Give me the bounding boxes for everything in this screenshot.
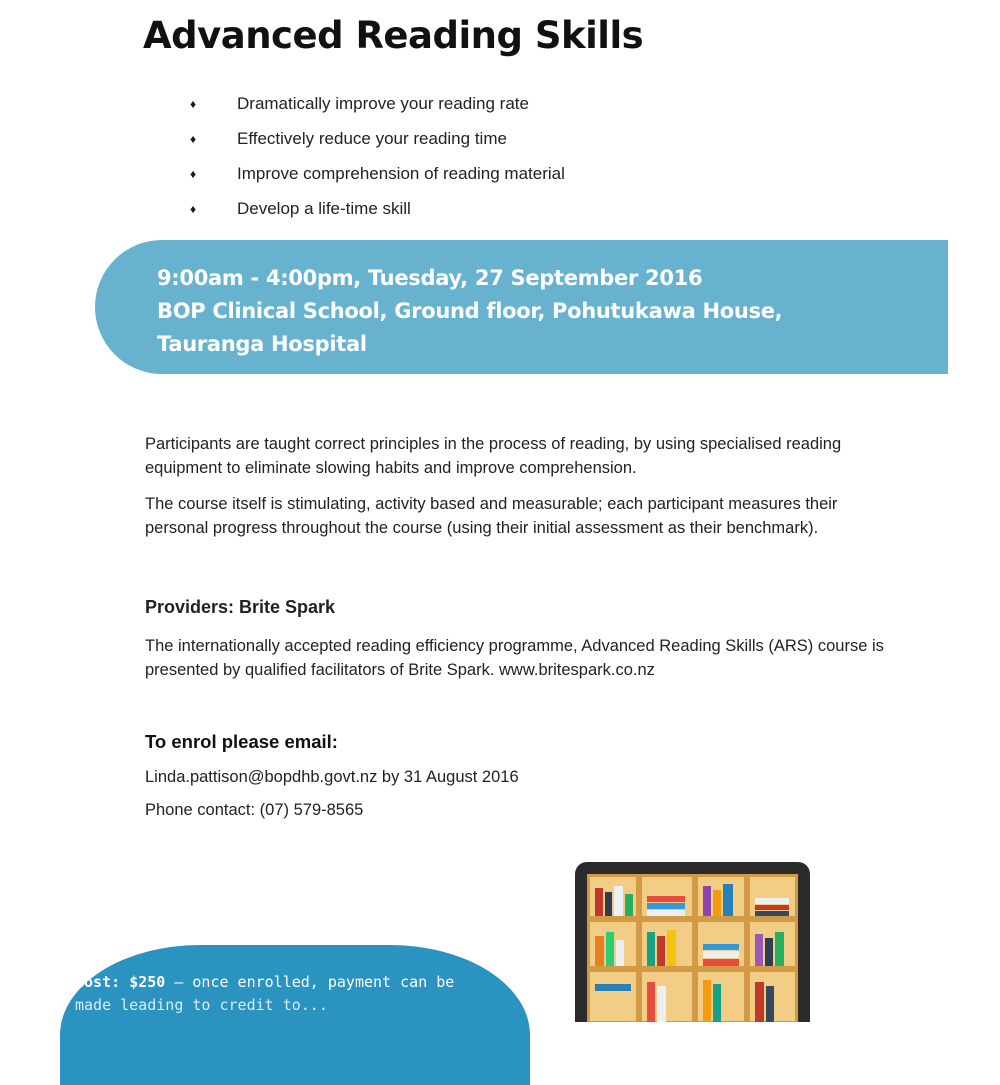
event-venue: BOP Clinical School, Ground floor, Pohutukawa House, — [157, 299, 783, 323]
event-time: 9:00am - 4:00pm, Tuesday, 27 September 2016 — [157, 266, 703, 290]
diamond-bullet-icon: ♦ — [190, 96, 197, 111]
cost-amount: $250 — [129, 973, 166, 991]
providers-text: The internationally accepted reading efficiency programme, Advanced Reading Skills (ARS) course is presented by qualified facilitators of Brite Spark. www.britespark.co.nz — [145, 637, 884, 679]
list-item — [190, 191, 565, 226]
cost-text — [75, 971, 515, 1017]
providers-heading: Providers: Brite Spark — [145, 597, 336, 617]
diamond-bullet-icon: ♦ — [190, 201, 197, 216]
description-paragraph-2: The course itself is stimulating, activity based and measurable; each participant measures their personal progress throughout the course (using their initial assessment as their benchmark). — [145, 495, 838, 537]
list-item-text: Improve comprehension of reading material — [237, 163, 565, 183]
list-item-text: Dramatically improve your reading rate — [237, 93, 529, 113]
diamond-bullet-icon: ♦ — [190, 131, 197, 146]
laptop-bookshelf-image — [575, 862, 810, 1022]
event-location: Tauranga Hospital — [157, 332, 367, 356]
cost-description-2: made leading to credit to... — [75, 996, 328, 1014]
diamond-bullet-icon: ♦ — [190, 166, 197, 181]
page-title: Advanced Reading Skills — [143, 14, 644, 57]
phone-contact: Phone contact: (07) 579-8565 — [145, 801, 364, 819]
benefits-list — [190, 86, 565, 226]
description-paragraph-1: Participants are taught correct principles in the process of reading, by using specialised reading equipment to eliminate slowing habits and improve comprehension. — [145, 435, 842, 477]
cost-description: — once enrolled, payment can be — [165, 973, 455, 991]
event-details-text — [157, 262, 782, 361]
list-item — [190, 156, 565, 191]
enrol-heading: To enrol please email: — [145, 731, 338, 752]
cost-label: Cost: — [75, 973, 121, 991]
list-item-text: Effectively reduce your reading time — [237, 128, 507, 148]
list-item — [190, 121, 565, 156]
list-item — [190, 86, 565, 121]
list-item-text: Develop a life-time skill — [237, 198, 411, 218]
enrol-email: Linda.pattison@bopdhb.govt.nz by 31 August 2016 — [145, 768, 519, 786]
